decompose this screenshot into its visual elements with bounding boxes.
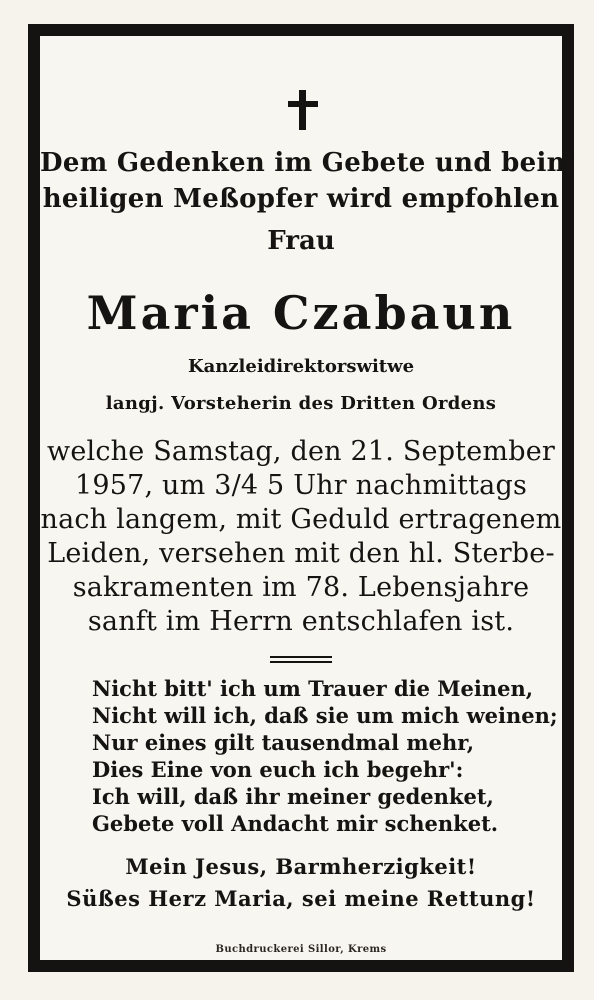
mourning-border (28, 24, 574, 972)
printer-imprint: Buchdruckerei Sillor, Krems (215, 944, 387, 955)
poem-line: Dies Eine von euch ich begehr': (92, 757, 464, 782)
notice-line: sanft im Herrn entschlafen ist. (87, 606, 515, 637)
divider-bottom (270, 661, 332, 663)
deceased-name: Maria Czabaun (86, 286, 516, 340)
poem-line: Nicht will ich, daß sie um mich weinen; (92, 703, 558, 728)
prayer-line-1: Mein Jesus, Barmherzigkeit! (125, 854, 477, 879)
poem-line: Nicht bitt' ich um Trauer die Meinen, (92, 676, 534, 701)
prayer-line-2: Süßes Herz Maria, sei meine Rettung! (66, 886, 536, 911)
card-content (40, 36, 575, 960)
notice-line: Leiden, versehen mit den hl. Sterbe- (47, 538, 555, 569)
intro-line-2: heiligen Meßopfer wird empfohlen (42, 184, 560, 214)
poem-line: Ich will, daß ihr meiner gedenket, (92, 784, 494, 809)
notice-line: nach langem, mit Geduld ertragenem (40, 504, 562, 535)
deceased-title: Kanzleidirektorswitwe (187, 356, 415, 377)
cross-icon (288, 90, 318, 130)
poem-line: Gebete voll Andacht mir schenket. (92, 811, 499, 836)
notice-line: welche Samstag, den 21. September (47, 436, 555, 467)
divider-top (270, 656, 332, 658)
poem-line: Nur eines gilt tausendmal mehr, (92, 730, 475, 755)
notice-line: 1957, um 3/4 5 Uhr nachmittags (74, 470, 528, 501)
salutation: Frau (267, 226, 335, 256)
intro-line-1: Dem Gedenken im Gebete und beim (40, 148, 575, 178)
notice-line: sakramenten im 78. Lebensjahre (72, 572, 530, 603)
deceased-role: langj. Vorsteherin des Dritten Ordens (105, 393, 497, 414)
